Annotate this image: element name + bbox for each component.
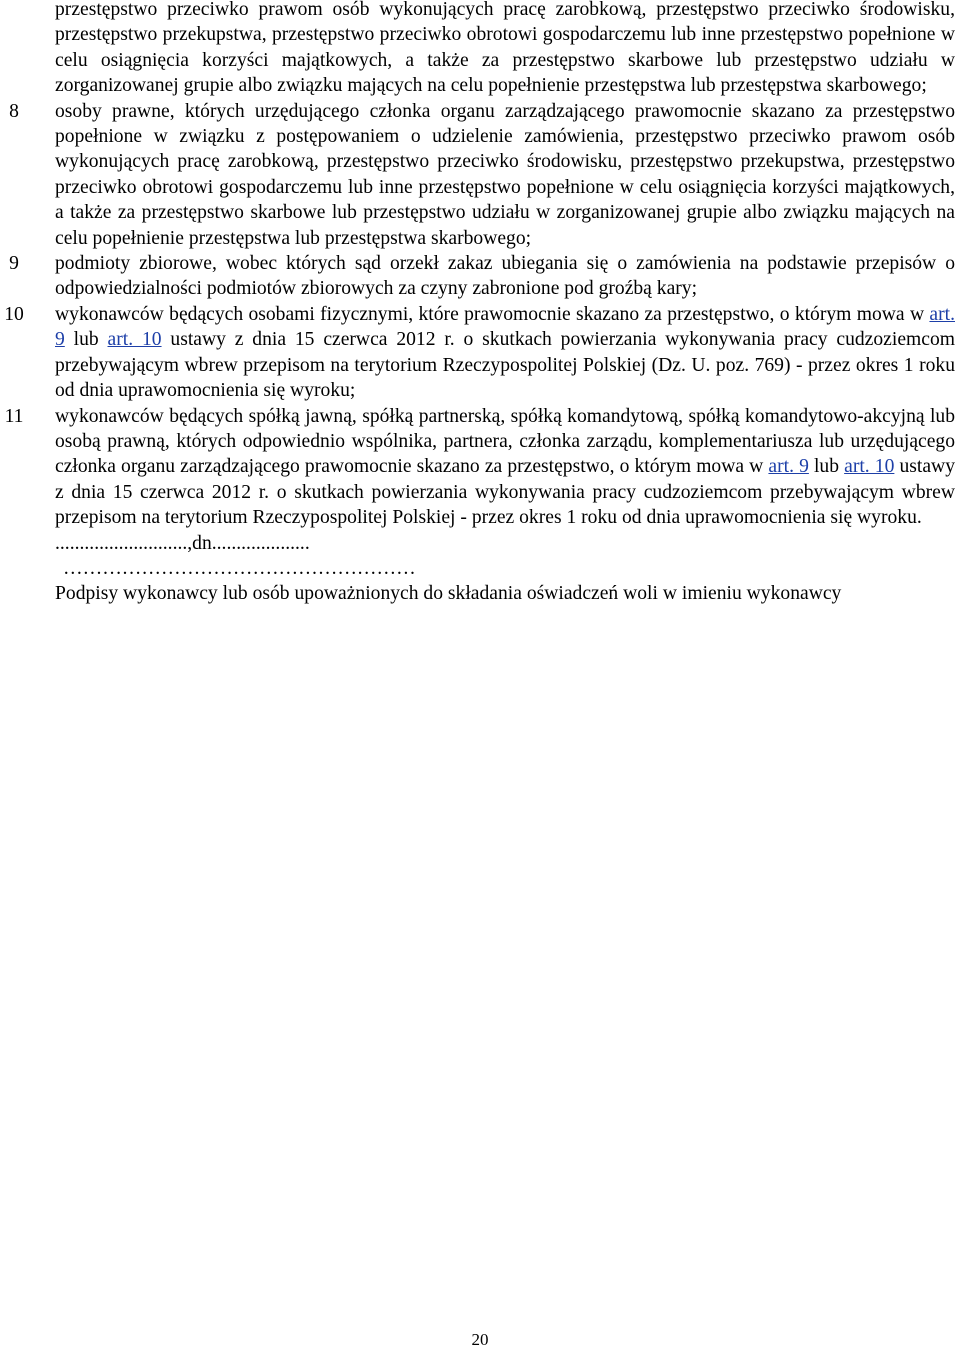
list-item-10	[0, 302, 960, 404]
text-segment: ustawy z dnia 15 czerwca 2012 r. o skutkach powierzania wykonywania pracy cudzoziemcom przebywającym wbrew przepisom na terytorium Rzeczypospolitej Polskiej (Dz. U. poz. 769) - przez okres 1 roku od dnia uprawomocnienia się wyroku;	[55, 329, 955, 402]
list-item-11	[0, 404, 960, 531]
list-item-number: 11	[4, 405, 24, 427]
text-segment: wykonawców będących spółką jawną, spółką partnerską, spółką komandytową, spółką komandytowo-akcyjną lub osobą prawną, których odpowiednio wspólnika, partnera, członka zarządu, komplementariusza lub urzędującego członka organu zarządzającego prawomocnie skazano za przestępstwo, o którym mowa w	[55, 405, 955, 478]
page-number: 20	[471, 1330, 489, 1349]
signature-line: ………………………………………………	[63, 557, 416, 579]
art-9-link[interactable]: art. 9	[55, 303, 955, 351]
signature-caption: Podpisy wykonawcy lub osób upoważnionych do składania oświadczeń woli w imieniu wykonawcy	[55, 583, 842, 605]
place-date-line: ...........................,dn....................	[55, 532, 310, 554]
list-item-text	[55, 302, 955, 404]
continuation-paragraph	[0, 0, 960, 99]
text-segment: lub	[808, 456, 845, 478]
list-item-text: osoby prawne, których urzędującego członka organu zarządzającego prawomocnie skazano za przestępstwo popełnione w związku z postępowaniem o udzielenie zamówienia, przestępstwo przeciwko prawom osób wykonujących pracę zarobkową, przestępstwo przeciwko środowisku, przestępstwo przekupstwa, przestępstwo przeciwko obrotowi gospodarczemu lub inne przestępstwo popełnione w celu osiągnięcia korzyści majątkowych, a także za przestępstwo skarbowe lub przestępstwo udziału w zorganizowanej grupie albo związku mających na celu popełnienie przestępstwa lub przestępstwa skarbowego;	[55, 100, 955, 249]
text-segment: wykonawców będących osobami fizycznymi, które prawomocnie skazano za przestępstwo, o którym mowa w	[55, 303, 930, 325]
text-segment: lub	[64, 329, 108, 351]
document-body	[0, 0, 960, 607]
list-item-9	[0, 251, 960, 302]
list-item-8	[0, 99, 960, 251]
list-item-number: 9	[9, 253, 19, 275]
text-segment: ustawy z dnia 15 czerwca 2012 r. o skutkach powierzania wykonywania pracy cudzoziemcom przebywającym wbrew przepisom na terytorium Rzeczypospolitej Polskiej - przez okres 1 roku od dnia uprawomocnienia się wyroku.	[55, 456, 955, 529]
art-10-link[interactable]: art. 10	[844, 456, 895, 478]
list-item-text	[55, 404, 955, 531]
art-10-link[interactable]: art. 10	[107, 329, 162, 351]
continuation-text: przestępstwo przeciwko prawom osób wykonujących pracę zarobkową, przestępstwo przeciwko środowisku, przestępstwo przekupstwa, przestępstwo przeciwko obrotowi gospodarczemu lub inne przestępstwo popełnione w celu osiągnięcia korzyści majątkowych, a także za przestępstwo skarbowe lub przestępstwo udziału w zorganizowanej grupie albo związku mających na celu popełnienie przestępstwa lub przestępstwa skarbowego;	[55, 0, 955, 97]
list-item-number: 10	[4, 303, 24, 325]
art-9-link[interactable]: art. 9	[768, 456, 809, 478]
list-item-number: 8	[9, 100, 19, 122]
list-item-text: podmioty zbiorowe, wobec których sąd orzekł zakaz ubiegania się o zamówienia na podstawie przepisów o odpowiedzialności podmiotów zbiorowych za czyny zabronione pod groźbą kary;	[55, 253, 955, 300]
